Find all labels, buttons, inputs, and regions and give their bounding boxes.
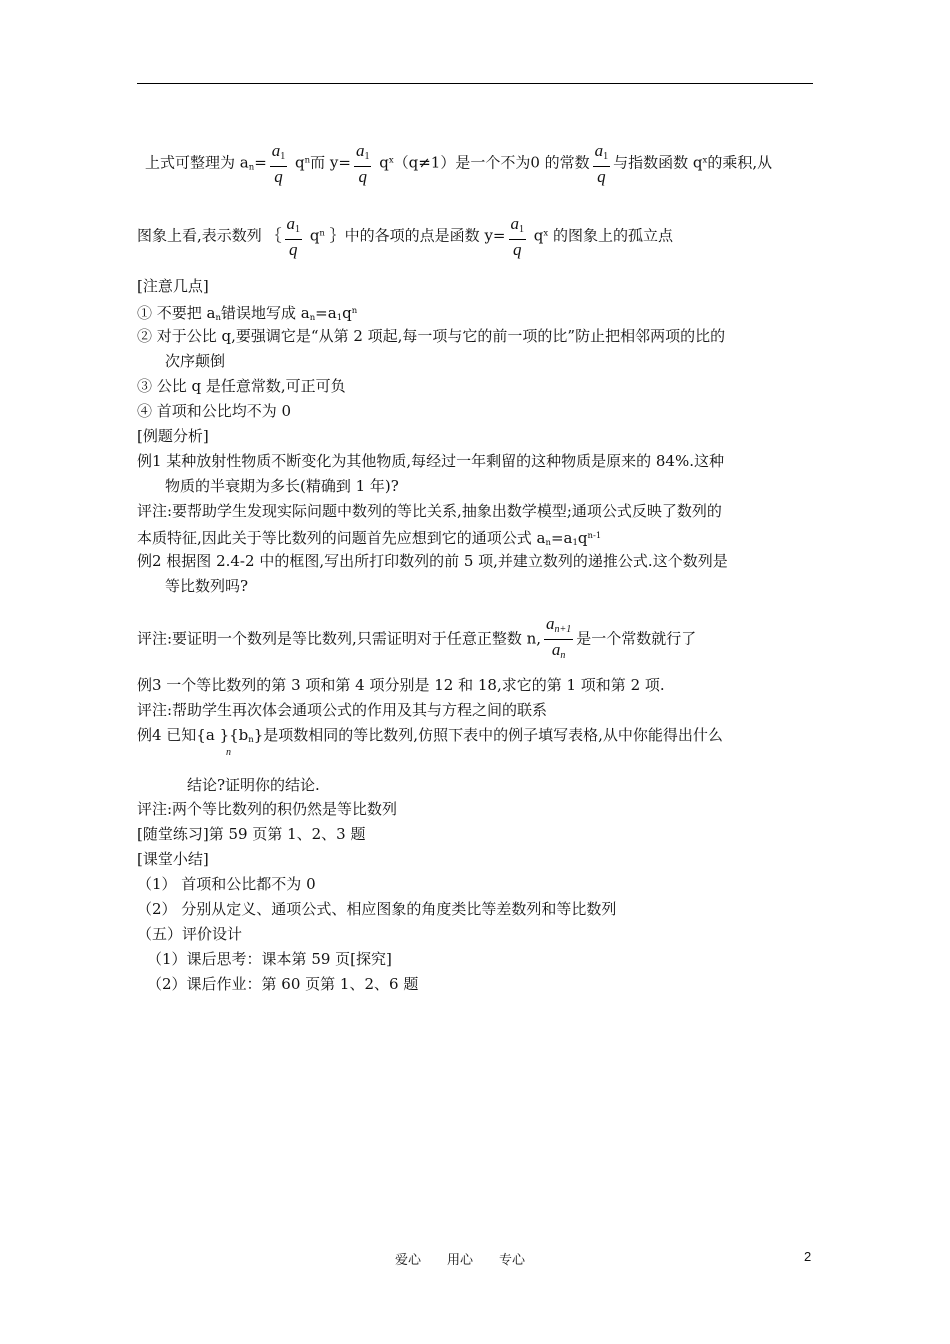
numerator: a xyxy=(594,141,604,160)
numerator: a xyxy=(546,614,555,633)
subscript: 1 xyxy=(280,151,286,162)
subscript: 1 xyxy=(364,151,370,162)
note-1 xyxy=(137,301,357,328)
subscript: n xyxy=(248,162,255,173)
superscript: n xyxy=(351,306,358,316)
formula-line-2 xyxy=(137,214,673,259)
example-1-cont: 物质的半衰期为多长(精确到 1 年)? xyxy=(165,477,399,495)
text: 图象上看,表示数列 ｛ xyxy=(137,226,282,245)
example-1: 例1 某种放射性物质不断变化为其他物质,每经过一年剩留的这种物质是原来的 84%.这种 xyxy=(137,452,724,470)
fraction-a1-over-q xyxy=(270,141,288,186)
note-3: ③ 公比 q 是任意常数,可正可负 xyxy=(137,377,346,395)
superscript: x xyxy=(543,228,549,239)
comment-4: 评注:两个等比数列的积仍然是等比数列 xyxy=(137,800,398,818)
subscript: n xyxy=(215,313,221,323)
header-rule xyxy=(137,83,813,84)
text: 上式可整理为 a xyxy=(145,153,249,172)
footer-motto xyxy=(395,1249,551,1268)
subscript: 1 xyxy=(336,313,343,323)
subscript: n xyxy=(560,650,566,661)
text: 例4 已知{a }{b xyxy=(137,726,249,744)
comment-1-cont xyxy=(137,526,601,553)
subscript: 1 xyxy=(572,538,578,548)
example-3: 例3 一个等比数列的第 3 项和第 4 项分别是 12 和 18,求它的第 1 项和第 2 项. xyxy=(137,676,665,694)
text: }是项数相同的等比数列,仿照下表中的例子填写表格,从中你能得出什么 xyxy=(253,726,723,744)
text: q xyxy=(374,153,389,172)
superscript: n-1 xyxy=(587,531,602,541)
note-2-cont: 次序颠倒 xyxy=(165,352,226,370)
superscript: x xyxy=(702,155,708,166)
superscript: x xyxy=(388,155,394,166)
evaluation-heading: （五）评价设计 xyxy=(137,925,243,943)
comment-3: 评注:帮助学生再次体会通项公式的作用及其与方程之间的联系 xyxy=(137,701,548,719)
text: （q≠1）是一个不为0 的常数 xyxy=(393,153,590,172)
text: q xyxy=(342,304,352,322)
text: 而 y= xyxy=(310,153,351,172)
fraction-a1-over-q xyxy=(285,214,303,259)
text: ｝中的各项的点是函数 y= xyxy=(324,226,506,245)
example-2: 例2 根据图 2.4-2 中的框图,写出所打印数列的前 5 项,并建立数列的递推公式.这个数列是 xyxy=(137,552,728,570)
denominator: q xyxy=(274,167,283,186)
numerator: a xyxy=(286,214,296,233)
subscript: 1 xyxy=(519,224,524,235)
numerator: a xyxy=(355,141,365,160)
subscript: n xyxy=(545,538,551,548)
text: =a xyxy=(550,529,573,547)
text: 与指数函数 q xyxy=(613,153,703,172)
subscript: 1 xyxy=(295,224,301,235)
practice: [随堂练习]第 59 页第 1、2、3 题 xyxy=(137,825,366,843)
denominator: q xyxy=(289,240,298,259)
fraction-an1-over-an xyxy=(544,614,573,665)
example-4-cont: 结论?证明你的结论. xyxy=(187,776,320,794)
text: 评注:要证明一个数列是等比数列,只需证明对于任意正整数 n, xyxy=(137,629,542,648)
text: q xyxy=(305,226,320,245)
notes-heading: [注意几点] xyxy=(137,277,209,295)
text: ① 不要把 a xyxy=(137,304,216,322)
text: = xyxy=(254,153,267,172)
numerator: a xyxy=(271,141,281,160)
text: q xyxy=(577,529,588,547)
text: q xyxy=(529,226,544,245)
text: 的乘积,从 xyxy=(707,153,773,172)
footer-word: 专心 xyxy=(499,1253,526,1268)
numerator: a xyxy=(510,214,519,233)
text: =a xyxy=(315,304,337,322)
evaluation-2: （2）课后作业：第 60 页第 1、2、6 题 xyxy=(147,975,419,993)
note-4: ④ 首项和公比均不为 0 xyxy=(137,402,292,420)
summary-heading: [课堂小结] xyxy=(137,850,209,868)
footer-word: 用心 xyxy=(447,1253,474,1268)
comment-1: 评注:要帮助学生发现实际问题中数列的等比关系,抽象出数学模型;通项公式反映了数列的 xyxy=(137,502,722,520)
index-n: n xyxy=(226,747,231,758)
formula-line-1 xyxy=(145,141,772,186)
footer-word: 爱心 xyxy=(395,1253,422,1268)
examples-heading: [例题分析] xyxy=(137,427,209,445)
example-2-cont: 等比数列吗? xyxy=(165,577,249,595)
text: 错误地写成 a xyxy=(220,304,310,322)
fraction-a1-over-q xyxy=(509,214,527,259)
text: 本质特征,因此关于等比数列的问题首先应想到它的通项公式 a xyxy=(137,529,546,547)
comment-2 xyxy=(137,614,696,665)
denominator: q xyxy=(597,167,606,186)
page-number: 2 xyxy=(804,1249,812,1264)
note-2: ② 对于公比 q,要强调它是“从第 2 项起,每一项与它的前一项的比”防止把相邻两项的比的 xyxy=(137,327,726,345)
summary-2: （2） 分别从定义、通项公式、相应图象的角度类比等差数列和等比数列 xyxy=(137,900,617,918)
subscript: n xyxy=(248,735,254,745)
subscript: n+1 xyxy=(554,624,572,635)
summary-1: （1） 首项和公比都不为 0 xyxy=(137,875,316,893)
fraction-a1-over-q xyxy=(593,141,611,186)
subscript: n xyxy=(309,313,316,323)
fraction-a1-over-q xyxy=(354,141,372,186)
text: q xyxy=(290,153,305,172)
denominator: q xyxy=(358,167,367,186)
denominator: a xyxy=(551,640,561,659)
example-4 xyxy=(137,725,723,750)
text: 的图象上的孤立点 xyxy=(548,226,673,245)
superscript: n xyxy=(304,155,311,166)
evaluation-1: （1）课后思考：课本第 59 页[探究] xyxy=(147,950,392,968)
text: 是一个常数就行了 xyxy=(576,629,697,648)
denominator: q xyxy=(513,240,522,259)
subscript: 1 xyxy=(603,151,609,162)
superscript: n xyxy=(319,228,325,239)
